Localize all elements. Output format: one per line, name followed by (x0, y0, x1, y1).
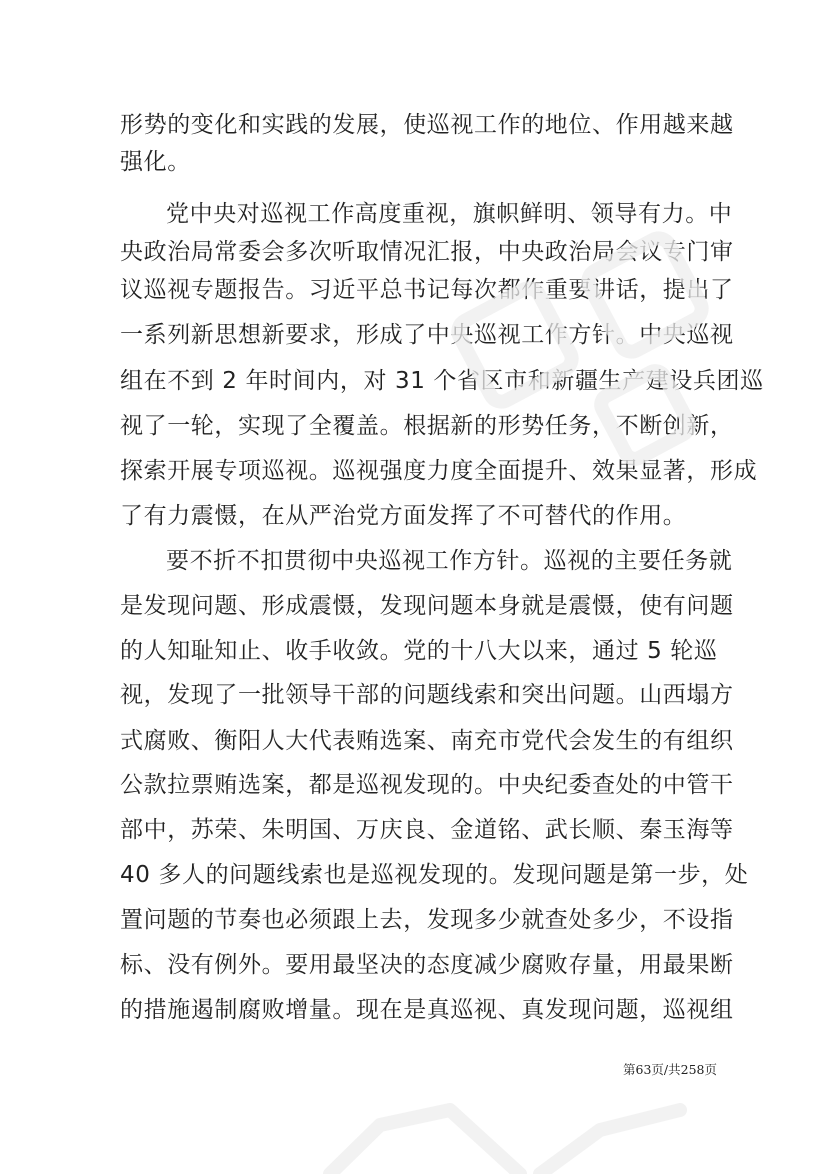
text-line: 视，发现了一批领导干部的问题线索和突出问题。山西塌方 (120, 682, 734, 708)
paragraph-start-line: 党中央对巡视工作高度重视，旗帜鲜明、领导有力。中 (166, 201, 733, 227)
text-line: 央政治局常委会多次听取情况汇报，中央政治局会议专门审 (120, 239, 734, 265)
text-line: 标、没有例外。要用最坚决的态度减少腐败存量，用最果断 (120, 952, 734, 978)
text-line: 式腐败、衡阳人大代表贿选案、南充市党代会发生的有组织 (120, 728, 734, 754)
text-line: 的人知耻知止、收手收敛。党的十八大以来，通过 5 轮巡 (120, 638, 718, 664)
text-line: 置问题的节奏也必须跟上去，发现多少就查处多少，不设指 (120, 907, 734, 933)
text-line: 部中，苏荣、朱明国、万庆良、金道铭、武长顺、秦玉海等 (120, 817, 734, 843)
text-line: 一系列新思想新要求，形成了中央巡视工作方针。中央巡视 (120, 322, 734, 348)
paragraph-start-line: 要不折不扣贯彻中央巡视工作方针。巡视的主要任务就 (166, 548, 733, 574)
text-line: 公款拉票贿选案，都是巡视发现的。中央纪委查处的中管干 (120, 772, 734, 798)
text-line: 是发现问题、形成震慑，发现问题本身就是震慑，使有问题 (120, 593, 734, 619)
text-line: 形势的变化和实践的发展，使巡视工作的地位、作用越来越 (120, 112, 734, 138)
text-line: 议巡视专题报告。习近平总书记每次都作重要讲话，提出了 (120, 277, 734, 303)
text-line: 强化。 (120, 149, 191, 175)
text-line: 视了一轮，实现了全覆盖。根据新的形势任务，不断创新， (120, 413, 734, 439)
text-line: 40 多人的问题线索也是巡视发现的。发现问题是第一步，处 (120, 862, 749, 888)
text-line: 组在不到 2 年时间内，对 31 个省区市和新疆生产建设兵团巡 (120, 368, 764, 394)
text-line: 了有力震慑，在从严治党方面发挥了不可替代的作用。 (120, 503, 687, 529)
text-line: 的措施遏制腐败增量。现在是真巡视、真发现问题，巡视组 (120, 997, 734, 1023)
page-number: 第63页/共258页 (623, 1062, 717, 1077)
text-line: 探索开展专项巡视。巡视强度力度全面提升、效果显著，形成 (120, 458, 758, 484)
